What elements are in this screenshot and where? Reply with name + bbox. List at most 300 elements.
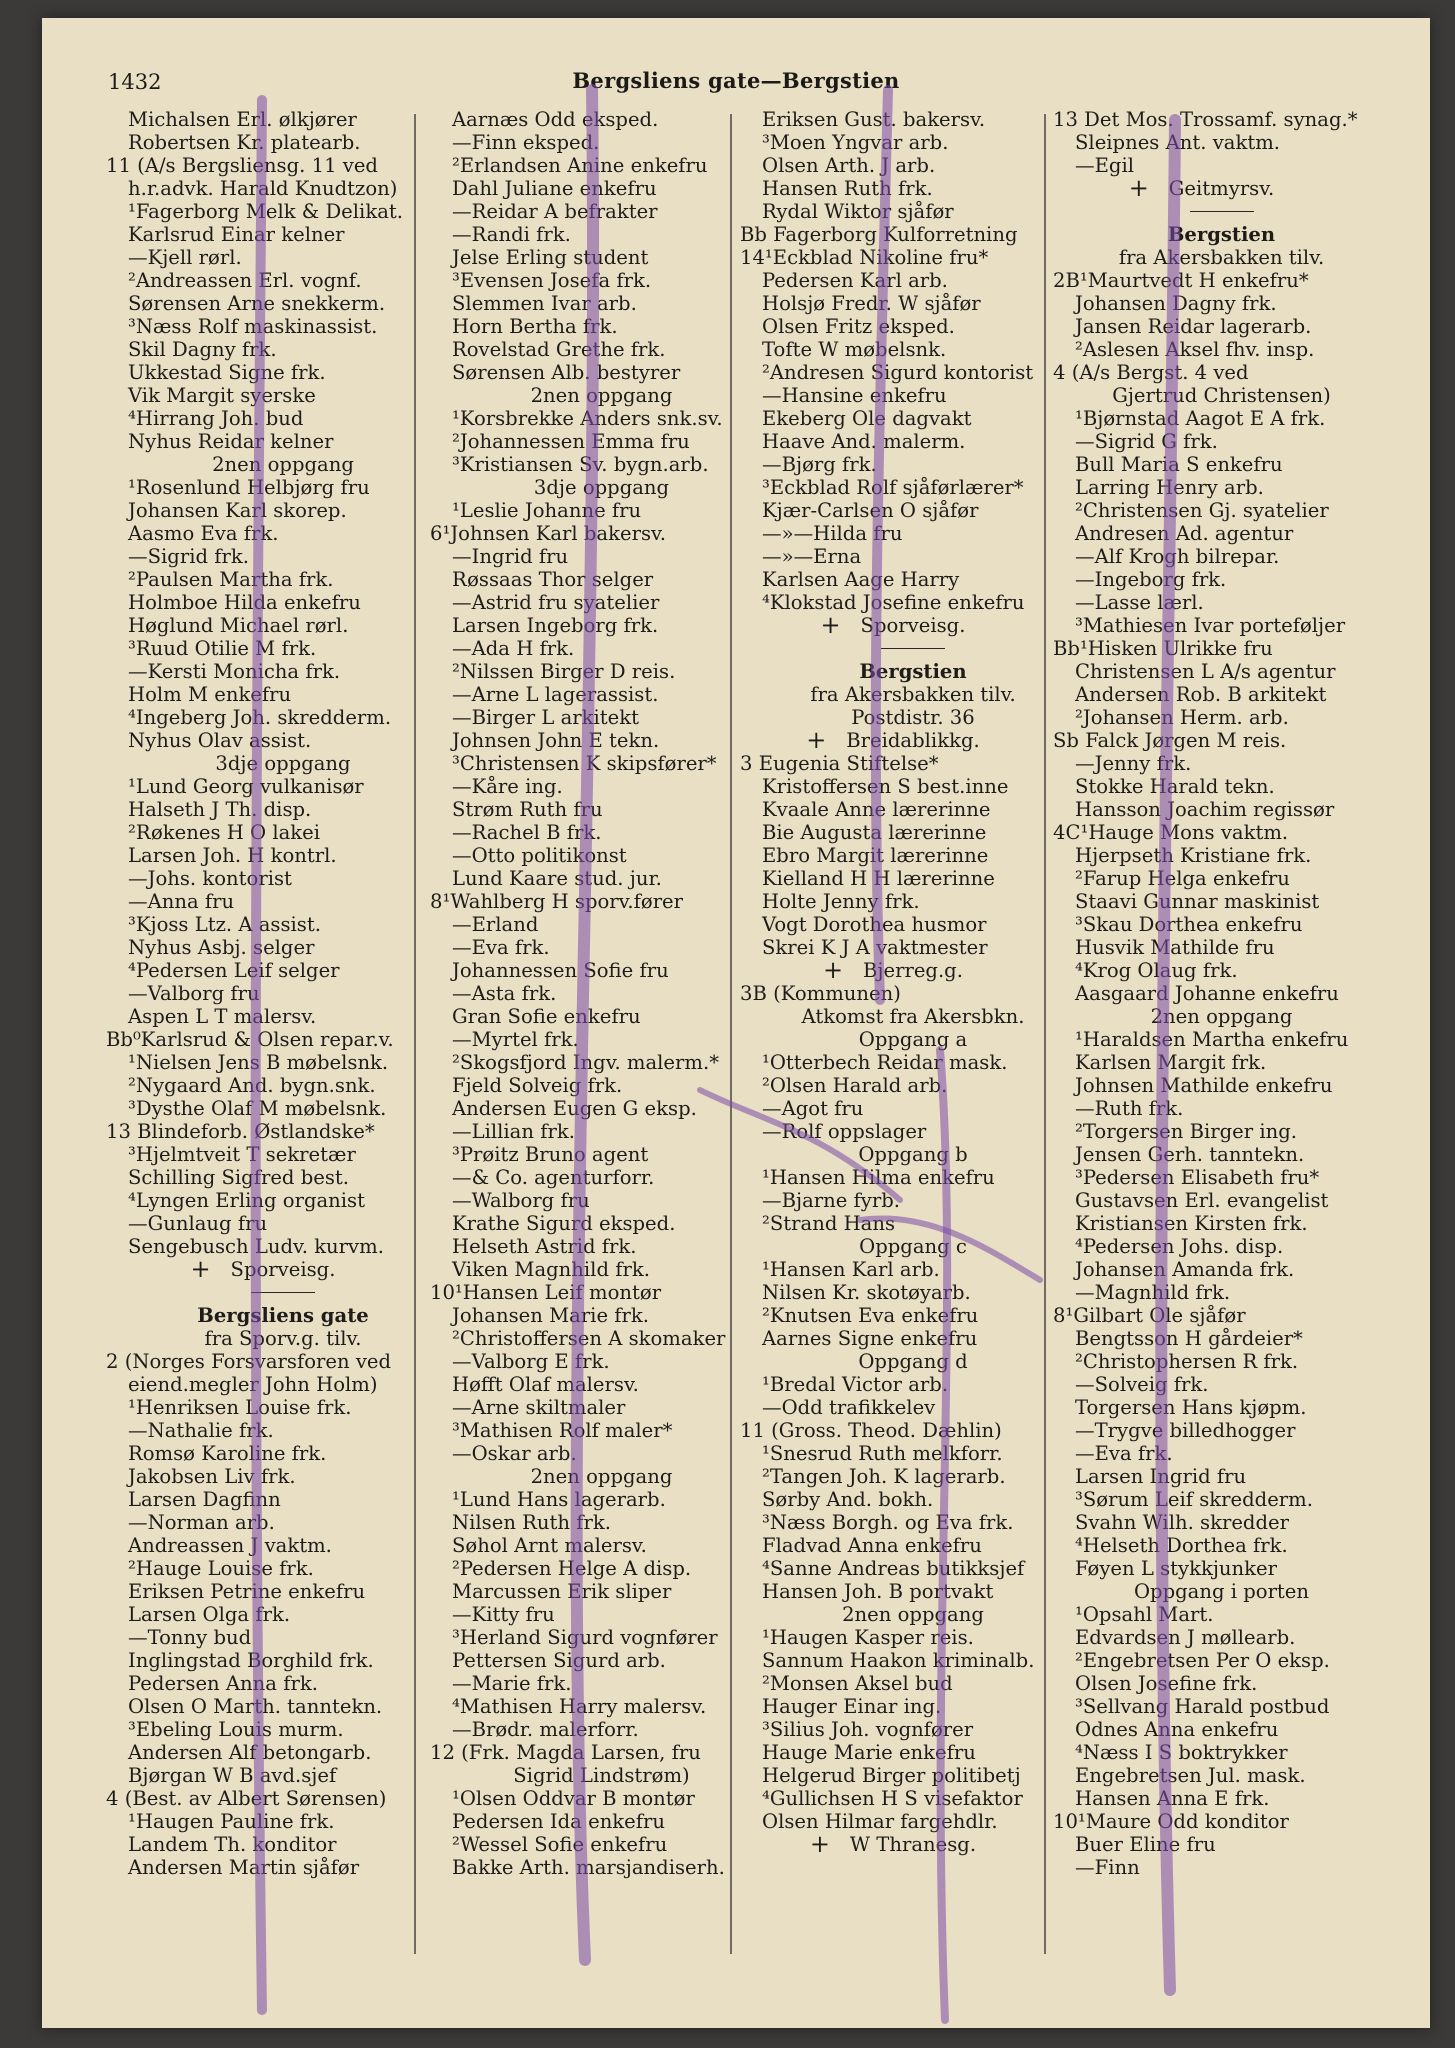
directory-entry: Aasmo Eva frk.: [128, 522, 279, 545]
directory-entry: 3B (Kommunen): [740, 982, 901, 1005]
directory-entry: Johansen Marie frk.: [452, 1304, 649, 1327]
directory-entry: —Hansine enkefru: [762, 384, 947, 407]
directory-entry: ²Wessel Sofie enkefru: [452, 1833, 668, 1856]
section-separator: [1053, 200, 1390, 223]
directory-entry: ¹Otterbech Reidar mask.: [762, 1051, 1008, 1074]
directory-entry: Horn Bertha frk.: [452, 315, 618, 338]
directory-entry: Sørensen Arne snekkerm.: [128, 292, 386, 315]
directory-entry: —Eva frk.: [452, 936, 550, 959]
directory-entry: ³Christensen K skipsfører*: [452, 752, 717, 775]
directory-column-2: [430, 108, 773, 1879]
directory-entry: —Sigrid G frk.: [1075, 430, 1218, 453]
directory-entry: Ebro Margit lærerinne: [762, 844, 989, 867]
directory-entry: ²Johansen Herm. arb.: [1075, 706, 1289, 729]
directory-entry: ³Pedersen Elisabeth fru*: [1075, 1166, 1320, 1189]
subheading: fra Akersbakken tilv.: [810, 683, 1016, 706]
directory-entry: Sørensen Alb. bestyrer: [452, 361, 681, 384]
subheading: Oppgang d: [858, 1350, 968, 1373]
directory-entry: —Norman arb.: [128, 1511, 275, 1534]
directory-entry: ²Engebretsen Per O eksp.: [1075, 1649, 1330, 1672]
directory-entry: —Trygve billedhogger: [1075, 1419, 1296, 1442]
directory-entry: Bie Augusta lærerinne: [762, 821, 987, 844]
directory-entry: Karlsen Margit frk.: [1075, 1051, 1267, 1074]
directory-entry: 2B¹Maurtvedt H enkefru*: [1053, 269, 1309, 292]
directory-entry: Jansen Reidar lagerarb.: [1075, 315, 1312, 338]
directory-entry: —Asta frk.: [452, 982, 557, 1005]
directory-entry: Larsen Ingeborg frk.: [452, 614, 659, 637]
directory-entry: —Sigrid frk.: [128, 545, 249, 568]
directory-entry: Bull Maria S enkefru: [1075, 453, 1283, 476]
directory-entry: ²Johannessen Emma fru: [452, 430, 690, 453]
directory-entry: Rydal Wiktor sjåfør: [762, 200, 954, 223]
directory-entry: —Tonny bud: [128, 1626, 252, 1649]
directory-entry: Pedersen Ida enkefru: [452, 1810, 666, 1833]
directory-entry: ²Monsen Aksel bud: [762, 1672, 953, 1695]
directory-entry: Husvik Mathilde fru: [1075, 936, 1275, 959]
subheading: Postdistr. 36: [851, 706, 975, 729]
directory-entry: ⁴Helseth Dorthea frk.: [1075, 1534, 1288, 1557]
directory-entry: Michalsen Erl. ølkjører: [128, 108, 357, 131]
directory-entry: ¹Nielsen Jens B møbelsnk.: [128, 1051, 389, 1074]
directory-entry: Andreassen J vaktm.: [128, 1534, 332, 1557]
directory-entry: —Rolf oppslager: [762, 1120, 927, 1143]
directory-column-3: [740, 108, 1086, 1856]
directory-entry: —Anna fru: [128, 890, 235, 913]
directory-entry: eiend.megler John Holm): [128, 1373, 378, 1396]
directory-entry: —Marie frk.: [452, 1672, 572, 1695]
directory-entry: Helseth Astrid frk.: [452, 1235, 637, 1258]
directory-entry: Fladvad Anna enkefru: [762, 1534, 982, 1557]
directory-entry: ³Kristiansen Sv. bygn.arb.: [452, 453, 709, 476]
subheading: + Sporveisg.: [106, 1258, 460, 1281]
directory-entry: ²Torgersen Birger ing.: [1075, 1120, 1297, 1143]
subheading: + Breidablikkg.: [740, 729, 1086, 752]
directory-entry: ¹Haugen Kasper reis.: [762, 1626, 974, 1649]
directory-entry: —Kitty fru: [452, 1603, 555, 1626]
directory-entry: Olsen Arth. J arb.: [762, 154, 936, 177]
directory-entry: —Finn: [1075, 1856, 1140, 1879]
directory-entry: ²Nilssen Birger D reis.: [452, 660, 676, 683]
directory-entry: Hansson Joachim regissør: [1075, 798, 1335, 821]
directory-entry: —Nathalie frk.: [128, 1419, 274, 1442]
directory-entry: Hansen Anna E frk.: [1075, 1787, 1270, 1810]
directory-entry: 6¹Johnsen Karl bakersv.: [430, 522, 666, 545]
directory-entry: ¹Opsahl Mart.: [1075, 1603, 1214, 1626]
directory-entry: ¹Hansen Karl arb.: [762, 1258, 940, 1281]
directory-entry: Aarnes Signe enkefru: [762, 1327, 978, 1350]
subheading: Gjertrud Christensen): [1112, 384, 1331, 407]
directory-entry: ³Moen Yngvar arb.: [762, 131, 949, 154]
page-number: 1432: [108, 70, 162, 94]
directory-entry: ³Kjoss Ltz. A assist.: [128, 913, 321, 936]
directory-entry: Johannessen Sofie fru: [452, 959, 669, 982]
subheading: 3dje oppgang: [533, 476, 670, 499]
directory-entry: ³Hjelmtveit T sekretær: [128, 1143, 356, 1166]
directory-entry: —Brødr. malerforr.: [452, 1718, 639, 1741]
section-separator: [740, 637, 1086, 660]
directory-entry: Bakke Arth. marsjandiserh.: [452, 1856, 725, 1879]
directory-entry: ³Mathiesen Ivar porteføljer: [1075, 614, 1346, 637]
directory-entry: Holsjø Fredr. W sjåfør: [762, 292, 981, 315]
directory-entry: —Ada H frk.: [452, 637, 575, 660]
directory-entry: Sengebusch Ludv. kurvm.: [128, 1235, 384, 1258]
directory-entry: ¹Hansen Hilma enkefru: [762, 1166, 995, 1189]
directory-entry: Sb Falck Jørgen M reis.: [1053, 729, 1287, 752]
directory-entry: Hauger Einar ing.: [762, 1695, 942, 1718]
directory-entry: Røssaas Thor selger: [452, 568, 654, 591]
directory-entry: 3 Eugenia Stiftelse*: [740, 752, 939, 775]
subheading: Oppgang i porten: [1133, 1580, 1310, 1603]
subheading: 2nen oppgang: [530, 384, 673, 407]
directory-entry: ⁴Klokstad Josefine enkefru: [762, 591, 1025, 614]
directory-entry: —Lasse lærl.: [1075, 591, 1204, 614]
directory-entry: ⁴Sanne Andreas butikksjef: [762, 1557, 1025, 1580]
directory-entry: —»—Hilda fru: [762, 522, 903, 545]
subheading: + Sporveisg.: [740, 614, 1086, 637]
directory-entry: Lund Kaare stud. jur.: [452, 867, 662, 890]
directory-entry: —Gunlaug fru: [128, 1212, 268, 1235]
directory-entry: ²Christophersen R frk.: [1075, 1350, 1299, 1373]
directory-entry: Jelse Erling student: [452, 246, 649, 269]
directory-entry: Bengtsson H gårdeier*: [1075, 1327, 1303, 1350]
subheading: Oppgang a: [858, 1028, 968, 1051]
directory-entry: ³Sørum Leif skredderm.: [1075, 1488, 1313, 1511]
directory-entry: ⁴Ingeberg Joh. skredderm.: [128, 706, 392, 729]
subheading: fra Sporv.g. tilv.: [204, 1327, 362, 1350]
directory-entry: —Eva frk.: [1075, 1442, 1173, 1465]
directory-entry: Andersen Eugen G eksp.: [452, 1097, 697, 1120]
directory-entry: —Myrtel frk.: [452, 1028, 579, 1051]
directory-entry: Schilling Sigfred best.: [128, 1166, 349, 1189]
directory-entry: Bb Fagerborg Kulforretning: [740, 223, 1018, 246]
directory-entry: Kjær-Carlsen O sjåfør: [762, 499, 979, 522]
subheading: Oppgang b: [858, 1143, 968, 1166]
directory-entry: ⁴Gullichsen H S visefaktor: [762, 1787, 1023, 1810]
directory-entry: Hauge Marie enkefru: [762, 1741, 976, 1764]
directory-entry: ³Næss Rolf maskinassist.: [128, 315, 378, 338]
directory-entry: ³Silius Joh. vognfører: [762, 1718, 974, 1741]
directory-entry: —Alf Krogh bilrepar.: [1075, 545, 1280, 568]
directory-entry: ³Evensen Josefa frk.: [452, 269, 652, 292]
directory-entry: Slemmen Ivar arb.: [452, 292, 637, 315]
subheading: Oppgang c: [859, 1235, 967, 1258]
directory-entry: ⁴Hirrang Joh. bud: [128, 407, 304, 430]
directory-entry: 2 (Norges Forsvarsforen ved: [106, 1350, 392, 1373]
directory-entry: h.r.advk. Harald Knudtzon): [128, 177, 398, 200]
directory-entry: —Odd trafikkelev: [762, 1396, 936, 1419]
directory-entry: Johansen Amanda frk.: [1075, 1258, 1295, 1281]
directory-column-4: [1053, 108, 1390, 1879]
directory-entry: Aspen L T malersv.: [128, 1005, 317, 1028]
directory-entry: Nyhus Asbj. selger: [128, 936, 315, 959]
directory-entry: ³Ebeling Louis murm.: [128, 1718, 344, 1741]
directory-entry: ¹Henriksen Louise frk.: [128, 1396, 352, 1419]
directory-entry: Robertsen Kr. platearb.: [128, 131, 361, 154]
directory-entry: Olsen O Marth. tanntekn.: [128, 1695, 383, 1718]
directory-entry: ¹Leslie Johanne fru: [452, 499, 642, 522]
directory-entry: ¹Bjørnstad Aagot E A frk.: [1075, 407, 1326, 430]
directory-entry: Aarnæs Odd eksped.: [452, 108, 659, 131]
directory-entry: ³Næss Borgh. og Eva frk.: [762, 1511, 1014, 1534]
page-header: [42, 66, 1430, 106]
directory-entry: Kristiansen Kirsten frk.: [1075, 1212, 1308, 1235]
directory-entry: Pedersen Anna frk.: [128, 1672, 318, 1695]
directory-entry: 12 (Frk. Magda Larsen, fru: [430, 1741, 701, 1764]
directory-entry: Eriksen Petrine enkefru: [128, 1580, 366, 1603]
directory-entry: —Finn eksped.: [452, 131, 600, 154]
directory-entry: Tofte W møbelsnk.: [762, 338, 947, 361]
directory-entry: ³Ruud Otilie M frk.: [128, 637, 317, 660]
directory-entry: ²Røkenes H O lakei: [128, 821, 321, 844]
directory-entry: —Erland: [452, 913, 539, 936]
directory-entry: ¹Olsen Oddvar B montør: [452, 1787, 695, 1810]
directory-entry: Karlsrud Einar kelner: [128, 223, 345, 246]
directory-entry: —Solveig frk.: [1075, 1373, 1209, 1396]
directory-entry: —Walborg fru: [452, 1189, 590, 1212]
directory-entry: Fjeld Solveig frk.: [452, 1074, 623, 1097]
directory-entry: ¹Snesrud Ruth melkforr.: [762, 1442, 1003, 1465]
directory-entry: Rovelstad Grethe frk.: [452, 338, 666, 361]
directory-entry: —& Co. agenturforr.: [452, 1166, 655, 1189]
section-separator: [106, 1281, 460, 1304]
directory-entry: 4 (A/s Bergst. 4 ved: [1053, 361, 1249, 384]
directory-entry: Nilsen Kr. skotøyarb.: [762, 1281, 971, 1304]
directory-entry: Larsen Ingrid fru: [1075, 1465, 1247, 1488]
directory-entry: —Arne skiltmaler: [452, 1396, 626, 1419]
directory-entry: Marcussen Erik sliper: [452, 1580, 672, 1603]
directory-entry: Sleipnes Ant. vaktm.: [1075, 131, 1280, 154]
directory-entry: Aasgaard Johanne enkefru: [1075, 982, 1339, 1005]
directory-entry: Strøm Ruth fru: [452, 798, 603, 821]
directory-entry: —Reidar A befrakter: [452, 200, 658, 223]
directory-entry: Bjørgan W B avd.sjef: [128, 1764, 337, 1787]
directory-entry: Nyhus Reidar kelner: [128, 430, 334, 453]
directory-entry: —Kåre ing.: [452, 775, 563, 798]
subheading: 2nen oppgang: [842, 1603, 984, 1626]
directory-entry: ²Strand Hans: [762, 1212, 896, 1235]
directory-entry: ²Skogsfjord Ingv. malerm.*: [452, 1051, 720, 1074]
directory-entry: Gustavsen Erl. evangelist: [1075, 1189, 1329, 1212]
directory-entry: Christensen L A/s agentur: [1075, 660, 1336, 683]
directory-entry: ²Andresen Sigurd kontorist: [762, 361, 1034, 384]
directory-entry: Olsen Hilmar fargehdlr.: [762, 1810, 998, 1833]
directory-entry: ⁴Mathisen Harry malersv.: [452, 1695, 707, 1718]
directory-entry: ³Prøitz Bruno agent: [452, 1143, 649, 1166]
directory-entry: —Ingrid fru: [452, 545, 569, 568]
directory-entry: Sørby And. bokh.: [762, 1488, 934, 1511]
directory-entry: ²Tangen Joh. K lagerarb.: [762, 1465, 1006, 1488]
subheading: fra Akersbakken tilv.: [1118, 246, 1325, 269]
street-heading: Bergstien: [1167, 223, 1276, 246]
subheading: 2nen oppgang: [530, 1465, 673, 1488]
directory-entry: ²Hauge Louise frk.: [128, 1557, 314, 1580]
directory-entry: Bb¹Hisken Ulrikke fru: [1053, 637, 1273, 660]
directory-entry: Dahl Juliane enkefru: [452, 177, 657, 200]
directory-entry: —Kersti Monicha frk.: [128, 660, 341, 683]
directory-column-1: [106, 108, 460, 1879]
directory-entry: —Egil: [1075, 154, 1134, 177]
directory-entry: Johansen Dagny frk.: [1075, 292, 1277, 315]
page-title: Bergsliens gate—Bergstien: [572, 68, 900, 93]
directory-entry: —Kjell rørl.: [128, 246, 242, 269]
directory-entry: 11 (A/s Bergsliensg. 11 ved: [106, 154, 378, 177]
directory-entry: Hansen Joh. B portvakt: [762, 1580, 994, 1603]
directory-entry: ⁴Krog Olaug frk.: [1075, 959, 1238, 982]
directory-entry: —Otto politikonst: [452, 844, 627, 867]
directory-entry: 11 (Gross. Theod. Dæhlin): [740, 1419, 1002, 1442]
directory-entry: Johnsen John E tekn.: [452, 729, 660, 752]
directory-entry: ³Sellvang Harald postbud: [1075, 1695, 1330, 1718]
directory-entry: Olsen Josefine frk.: [1075, 1672, 1258, 1695]
directory-entry: Hansen Ruth frk.: [762, 177, 933, 200]
directory-entry: Romsø Karoline frk.: [128, 1442, 327, 1465]
directory-entry: —Jenny frk.: [1075, 752, 1192, 775]
directory-entry: ¹Lund Hans lagerarb.: [452, 1488, 666, 1511]
directory-entry: Gran Sofie enkefru: [452, 1005, 641, 1028]
directory-entry: —Rachel B frk.: [452, 821, 602, 844]
directory-entry: Larring Henry arb.: [1075, 476, 1264, 499]
directory-entry: Andresen Ad. agentur: [1075, 522, 1294, 545]
directory-entry: ¹Fagerborg Melk & Delikat.: [128, 200, 403, 223]
directory-entry: ¹Rosenlund Helbjørg fru: [128, 476, 370, 499]
directory-entry: Skil Dagny frk.: [128, 338, 277, 361]
directory-entry: Staavi Gunnar maskinist: [1075, 890, 1320, 913]
directory-entry: 8¹Wahlberg H sporv.fører: [430, 890, 684, 913]
directory-entry: —Lillian frk.: [452, 1120, 575, 1143]
directory-entry: ²Olsen Harald arb.: [762, 1074, 948, 1097]
directory-entry: Søhol Arnt malersv.: [452, 1534, 647, 1557]
directory-entry: Odnes Anna enkefru: [1075, 1718, 1279, 1741]
directory-entry: ¹Bredal Victor arb.: [762, 1373, 949, 1396]
subheading: 2nen oppgang: [212, 453, 354, 476]
directory-entry: ³Eckblad Rolf sjåførlærer*: [762, 476, 1024, 499]
directory-entry: Landem Th. konditor: [128, 1833, 337, 1856]
directory-entry: ⁴Lyngen Erling organist: [128, 1189, 365, 1212]
directory-entry: ²Pedersen Helge A disp.: [452, 1557, 692, 1580]
directory-entry: —Valborg fru: [128, 982, 260, 1005]
directory-entry: —Magnhild frk.: [1075, 1281, 1231, 1304]
directory-entry: ¹Korsbrekke Anders snk.sv.: [452, 407, 723, 430]
directory-entry: Kielland H H lærerinne: [762, 867, 995, 890]
directory-entry: Karlsen Aage Harry: [762, 568, 960, 591]
directory-entry: ²Knutsen Eva enkefru: [762, 1304, 979, 1327]
directory-entry: —Johs. kontorist: [128, 867, 292, 890]
directory-entry: ⁴Næss I S boktrykker: [1075, 1741, 1288, 1764]
directory-entry: Andersen Alf betongarb.: [128, 1741, 372, 1764]
directory-entry: Johansen Karl skorep.: [128, 499, 347, 522]
directory-entry: Edvardsen J møllearb.: [1075, 1626, 1296, 1649]
directory-entry: ³Skau Dorthea enkefru: [1075, 913, 1303, 936]
directory-entry: Skrei K J A vaktmester: [762, 936, 988, 959]
directory-entry: Johnsen Mathilde enkefru: [1075, 1074, 1333, 1097]
directory-entry: Holm M enkefru: [128, 683, 292, 706]
directory-entry: 13 Det Mos. Trossamf. synag.*: [1053, 108, 1358, 131]
directory-entry: —Bjarne fyrb.: [762, 1189, 901, 1212]
directory-entry: Haave And. malerm.: [762, 430, 966, 453]
directory-entry: —Birger L arkitekt: [452, 706, 640, 729]
directory-entry: —Valborg E frk.: [452, 1350, 610, 1373]
subheading: 3dje oppgang: [215, 752, 351, 775]
directory-entry: Sannum Haakon kriminalb.: [762, 1649, 1035, 1672]
street-heading: Bergstien: [859, 660, 967, 683]
directory-entry: ²Erlandsen Anine enkefru: [452, 154, 708, 177]
directory-entry: Larsen Dagfinn: [128, 1488, 281, 1511]
directory-entry: Buer Eline fru: [1075, 1833, 1216, 1856]
directory-entry: Vogt Dorothea husmor: [762, 913, 987, 936]
directory-entry: ²Nygaard And. bygn.snk.: [128, 1074, 376, 1097]
directory-entry: —Ingeborg frk.: [1075, 568, 1227, 591]
directory-entry: Jensen Gerh. tanntekn.: [1075, 1143, 1305, 1166]
directory-entry: —Astrid fru syatelier: [452, 591, 660, 614]
subheading: + W Thranesg.: [740, 1833, 1086, 1856]
directory-entry: Larsen Olga frk.: [128, 1603, 291, 1626]
directory-entry: ¹Haraldsen Martha enkefru: [1075, 1028, 1349, 1051]
directory-entry: 13 Blindeforb. Østlandske*: [106, 1120, 375, 1143]
directory-entry: —Bjørg frk.: [762, 453, 877, 476]
directory-entry: ²Andreassen Erl. vognf.: [128, 269, 362, 292]
directory-entry: ⁴Pedersen Johs. disp.: [1075, 1235, 1284, 1258]
directory-entry: Føyen L stykkjunker: [1075, 1557, 1277, 1580]
directory-entry: Halseth J Th. disp.: [128, 798, 312, 821]
directory-entry: Ukkestad Signe frk.: [128, 361, 326, 384]
directory-entry: ³Dysthe Olaf M møbelsnk.: [128, 1097, 387, 1120]
directory-entry: —Randi frk.: [452, 223, 571, 246]
directory-entry: —Agot fru: [762, 1097, 864, 1120]
directory-entry: ⁴Pedersen Leif selger: [128, 959, 340, 982]
subheading: Sigrid Lindstrøm): [513, 1764, 690, 1787]
subheading: Atkomst fra Akersbkn.: [801, 1005, 1025, 1028]
directory-entry: Andersen Rob. B arkitekt: [1075, 683, 1327, 706]
directory-entry: Svahn Wilh. skredder: [1075, 1511, 1289, 1534]
directory-entry: ³Herland Sigurd vognfører: [452, 1626, 718, 1649]
subheading: 2nen oppgang: [1150, 1005, 1293, 1028]
directory-entry: Pettersen Sigurd arb.: [452, 1649, 666, 1672]
directory-entry: Helgerud Birger politibetj: [762, 1764, 1021, 1787]
directory-entry: 8¹Gilbart Ole sjåfør: [1053, 1304, 1246, 1327]
directory-entry: Kristoffersen S best.inne: [762, 775, 1009, 798]
directory-entry: Engebretsen Jul. mask.: [1075, 1764, 1306, 1787]
directory-entry: Inglingstad Borghild frk.: [128, 1649, 374, 1672]
subheading: + Bjerreg.g.: [740, 959, 1086, 982]
directory-entry: Jakobsen Liv frk.: [128, 1465, 296, 1488]
directory-entry: ²Farup Helga enkefru: [1075, 867, 1290, 890]
directory-entry: —Arne L lagerassist.: [452, 683, 659, 706]
directory-entry: Holmboe Hilda enkefru: [128, 591, 361, 614]
directory-entry: Olsen Fritz eksped.: [762, 315, 955, 338]
directory-entry: Andersen Martin sjåfør: [128, 1856, 360, 1879]
directory-entry: ²Christoffersen A skomaker: [452, 1327, 726, 1350]
directory-entry: —»—Erna: [762, 545, 862, 568]
directory-entry: ²Paulsen Martha frk.: [128, 568, 334, 591]
directory-entry: ¹Haugen Pauline frk.: [128, 1810, 335, 1833]
directory-entry: Larsen Joh. H kontrl.: [128, 844, 337, 867]
directory-entry: Holte Jenny frk.: [762, 890, 920, 913]
directory-entry: ³Mathisen Rolf maler*: [452, 1419, 673, 1442]
directory-entry: ²Aslesen Aksel fhv. insp.: [1075, 338, 1315, 361]
directory-entry: Krathe Sigurd eksped.: [452, 1212, 676, 1235]
directory-entry: Stokke Harald tekn.: [1075, 775, 1275, 798]
directory-entry: 14¹Eckblad Nikoline fru*: [740, 246, 989, 269]
directory-entry: Bb⁰Karlsrud & Olsen repar.v.: [106, 1028, 394, 1051]
directory-entry: 4C¹Hauge Mons vaktm.: [1053, 821, 1289, 844]
directory-page: [42, 18, 1430, 2028]
directory-entry: 10¹Hansen Leif montør: [430, 1281, 662, 1304]
directory-entry: Vik Margit syerske: [128, 384, 316, 407]
directory-entry: 4 (Best. av Albert Sørensen): [106, 1787, 387, 1810]
directory-entry: Nilsen Ruth frk.: [452, 1511, 611, 1534]
directory-entry: Kvaale Anne lærerinne: [762, 798, 991, 821]
directory-entry: Høfft Olaf malersv.: [452, 1373, 639, 1396]
